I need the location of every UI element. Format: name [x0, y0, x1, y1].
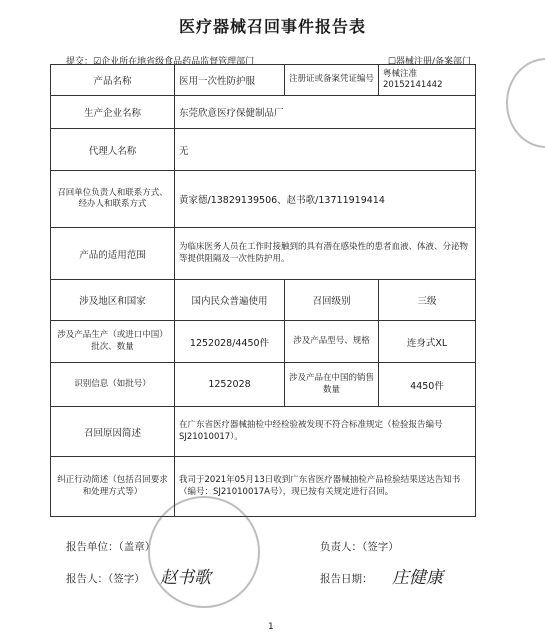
- submit-option-1-label: 企业所在地省级食品药品监督管理部门: [101, 57, 255, 67]
- reason-label: 召回原因简述: [51, 407, 175, 457]
- margin-seal: [506, 58, 545, 148]
- scope-label: 产品的适用范围: [51, 228, 175, 280]
- date-signature: 庄健康: [392, 568, 443, 588]
- batch-value: 1252028/4450件: [175, 321, 285, 363]
- region-label: 涉及地区和国家: [51, 280, 175, 321]
- submit-option-2-label: 器械注册/备案部门: [395, 57, 471, 67]
- page-number: 1: [268, 622, 274, 632]
- manufacturer-label: 生产企业名称: [51, 96, 175, 129]
- sales-value: 4450件: [379, 363, 476, 407]
- reason-value: 在广东省医疗器械抽检中经检验被发现不符合标准规定（检验报告编号SJ21010017）。: [175, 407, 476, 457]
- table-row: [51, 228, 476, 280]
- product-name-value: 医用一次性防护服: [175, 65, 285, 96]
- recall-report-table: [50, 64, 476, 517]
- table-row: [51, 407, 476, 457]
- batch-label: 涉及产品生产（或进口中国）批次、数量: [51, 321, 175, 363]
- company-seal: [148, 496, 260, 608]
- table-row: [51, 65, 476, 96]
- ident-label: 识别信息（如批号）: [51, 363, 175, 407]
- agent-value: 无: [175, 129, 476, 171]
- scope-value: 为临床医务人员在工作时接触到的具有潜在感染性的患者血液、体液、分泌物等提供阻隔及一次性防护用。: [175, 228, 476, 280]
- responsible-person-label: 负责人：（签字）: [320, 541, 399, 553]
- unchecked-box-icon: ☐: [387, 57, 396, 67]
- report-date-label: 报告日期：: [320, 573, 373, 585]
- product-name-label: 产品名称: [51, 65, 175, 96]
- table-row: [51, 129, 476, 171]
- table-row: [51, 363, 476, 407]
- level-label: 召回级别: [285, 280, 379, 321]
- form-title: 医疗器械召回事件报告表: [178, 17, 366, 36]
- model-label: 涉及产品型号、规格: [285, 321, 379, 363]
- level-value: 三级: [379, 280, 476, 321]
- table-row: [51, 457, 476, 517]
- checked-box-icon: ☑: [93, 57, 102, 67]
- ident-value: 1252028: [175, 363, 285, 407]
- table-row: [51, 321, 476, 363]
- report-unit-label: 报告单位：（盖章）: [66, 541, 156, 553]
- reg-no-value: 粤械注准20152141442: [379, 65, 476, 96]
- action-label: 纠正行动简述（包括召回要求和处理方式等）: [51, 457, 175, 517]
- contact-label: 召回单位负责人和联系方式、经办人和联系方式: [51, 171, 175, 228]
- region-value: 国内民众普遍使用: [175, 280, 285, 321]
- agent-label: 代理人名称: [51, 129, 175, 171]
- reporter-signature: 赵书歌: [160, 568, 211, 588]
- table-row: [51, 96, 476, 129]
- model-value: 连身式XL: [379, 321, 476, 363]
- action-value: 我司于2021年05月13日收到广东省医疗器械抽检产品检验结果送达告知书（编号：SJ21010017A号），现已按有关规定进行召回。: [175, 457, 476, 517]
- table-row: [51, 280, 476, 321]
- contact-value: 黄家德/13829139506、赵书歌/13711919414: [175, 171, 476, 228]
- submit-prefix: 提交：: [66, 57, 94, 67]
- manufacturer-value: 东莞欣意医疗保健制品厂: [175, 96, 476, 129]
- reg-no-label: 注册证或备案凭证编号: [285, 65, 379, 96]
- table-row: [51, 171, 476, 228]
- reporter-label: 报告人：（签字）: [66, 573, 145, 585]
- sales-label: 涉及产品在中国的销售数量: [285, 363, 379, 407]
